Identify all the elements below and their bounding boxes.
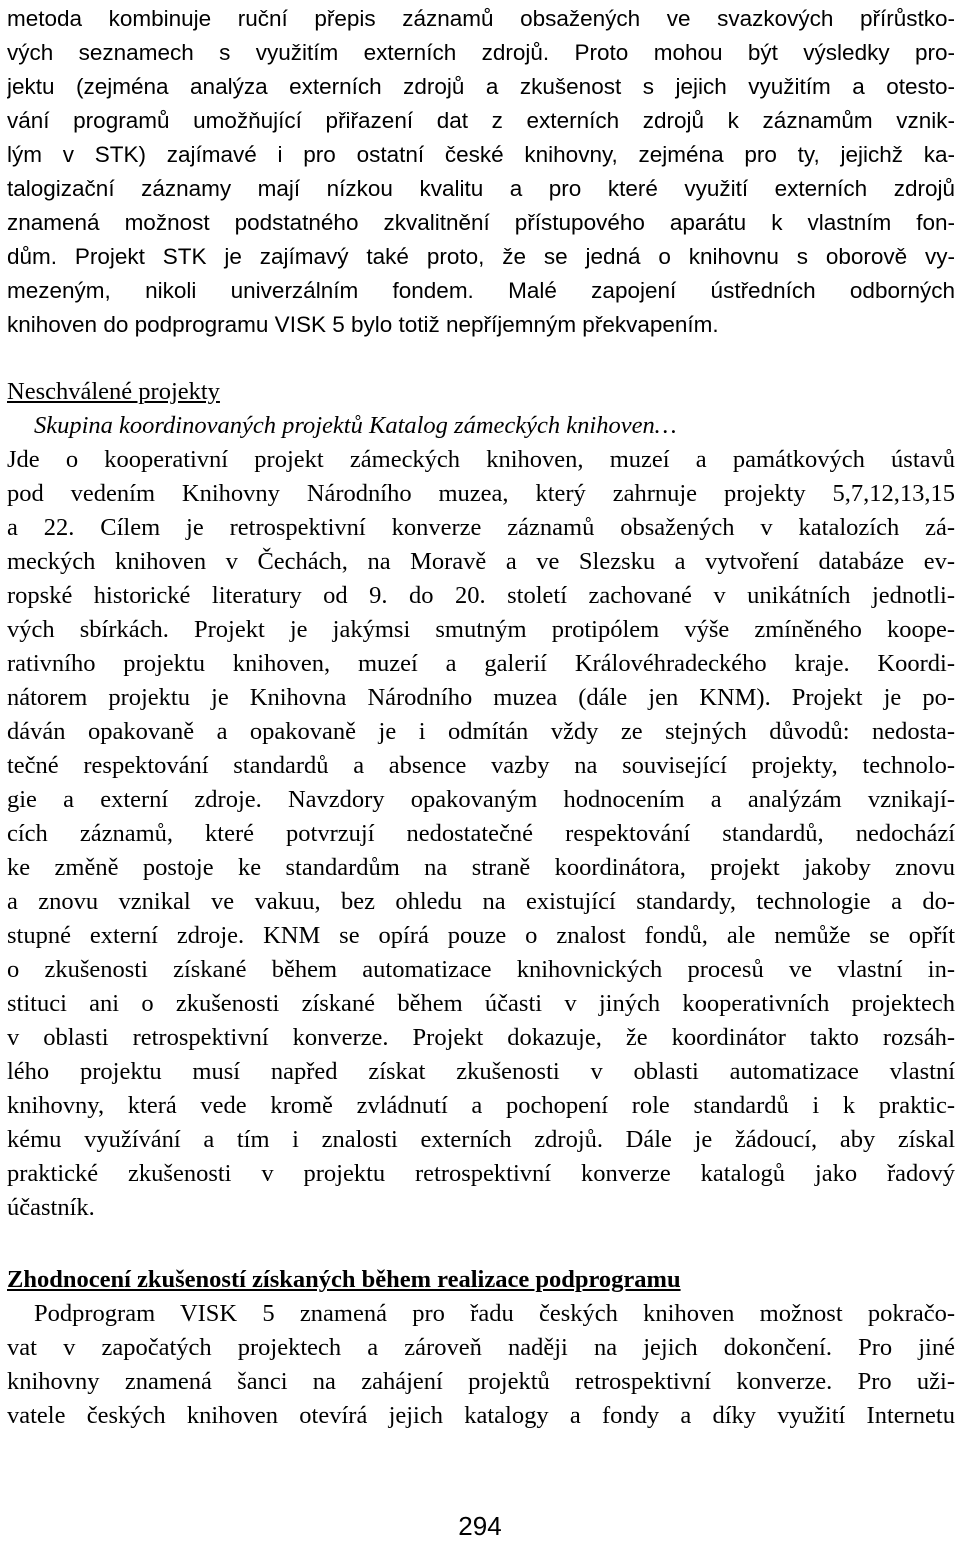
rejected-projects-paragraph bbox=[7, 443, 955, 1225]
paragraph-line: vatele českých knihoven otevírá jejich katalogy a fondy a díky využití Internetu bbox=[7, 1402, 955, 1429]
paragraph-line: účastník. bbox=[7, 1194, 95, 1221]
paragraph-line: knihoven do podprogramu VISK 5 bylo totiž nepříjemným překvapením. bbox=[7, 312, 719, 337]
paragraph-line: dům. Projekt STK je zajímavý také proto, že se jedná o knihovnu s oborově vy- bbox=[7, 244, 955, 269]
paragraph-line: stupné externí zdroje. KNM se opírá pouze o znalost fondů, ale nemůže se opřít bbox=[7, 922, 955, 949]
paragraph-line: jektu (zejména analýza externích zdrojů a zkušenost s jejich využitím a otesto- bbox=[7, 74, 955, 99]
paragraph-line: Jde o kooperativní projekt zámeckých knihoven, muzeí a památkových ústavů bbox=[7, 446, 955, 473]
paragraph-line: a znovu vznikal ve vakuu, bez ohledu na existující standardy, technologie a do- bbox=[7, 888, 955, 915]
paragraph-line: o zkušenosti získané během automatizace knihovnických procesů ve vlastní in- bbox=[7, 956, 955, 983]
paragraph-line: v oblasti retrospektivní konverze. Projekt dokazuje, že koordinátor takto rozsáh- bbox=[7, 1024, 955, 1051]
document-page bbox=[7, 0, 955, 1433]
paragraph-line: talogizační záznamy mají nízkou kvalitu a pro které využití externích zdrojů bbox=[7, 176, 955, 201]
paragraph-line: cích záznamů, které potvrzují nedostatečné respektování standardů, nedochází bbox=[7, 820, 955, 847]
paragraph-line: tečné respektování standardů a absence vazby na související projekty, technolo- bbox=[7, 752, 955, 779]
paragraph-line: lým v STK) zajímavé i pro ostatní české knihovny, zejména pro ty, jejichž ka- bbox=[7, 142, 955, 167]
paragraph-line: knihovny znamená šanci na zahájení projektů retrospektivní konverze. Pro uži- bbox=[7, 1368, 955, 1395]
section-heading-rejected: Neschválené projekty bbox=[7, 378, 220, 405]
intro-paragraph bbox=[7, 0, 955, 342]
paragraph-line: meckých knihoven v Čechách, na Moravě a ve Slezsku a vytvoření databáze ev- bbox=[7, 548, 955, 575]
paragraph-line: lého projektu musí napřed získat zkušenosti v oblasti automatizace vlastní bbox=[7, 1058, 955, 1085]
paragraph-line: a 22. Cílem je retrospektivní konverze záznamů obsažených v katalozích zá- bbox=[7, 514, 955, 541]
page-number: 294 bbox=[458, 1511, 502, 1541]
paragraph-line: vých seznamech s využitím externích zdrojů. Proto mohou být výsledky pro- bbox=[7, 40, 955, 65]
paragraph-line: kému využívání a tím i znalosti externích zdrojů. Dále je žádoucí, aby získal bbox=[7, 1126, 955, 1153]
paragraph-line: knihovny, která vede kromě zvládnutí a pochopení role standardů i k praktic- bbox=[7, 1092, 955, 1119]
section-heading-evaluation: Zhodnocení zkušeností získaných během realizace podprogramu bbox=[7, 1266, 681, 1293]
paragraph-line: stituci ani o zkušenosti získané během účasti v jiných kooperativních projektech bbox=[7, 990, 955, 1017]
paragraph-line: znamená možnost podstatného zkvalitnění přístupového aparátu k vlastním fon- bbox=[7, 210, 955, 235]
section-subheading: Skupina koordinovaných projektů Katalog zámeckých knihoven… bbox=[34, 412, 677, 439]
paragraph-line: rativního projektu knihoven, muzeí a galerií Královéhradeckého kraje. Koordi- bbox=[7, 650, 955, 677]
paragraph-line: dáván opakovaně a opakovaně je i odmítán vždy ze stejných důvodů: nedosta- bbox=[7, 718, 955, 745]
paragraph-line: mezeným, nikoli univerzálním fondem. Malé zapojení ústředních odborných bbox=[7, 278, 955, 303]
paragraph-line: gie a externí zdroje. Navzdory opakovaným hodnocením a analýzám vznikají- bbox=[7, 786, 955, 813]
paragraph-line: vání programů umožňující přiřazení dat z externích zdrojů k záznamům vznik- bbox=[7, 108, 955, 133]
evaluation-paragraph bbox=[7, 1297, 955, 1433]
paragraph-line: praktické zkušenosti v projektu retrospektivní konverze katalogů jako řadový bbox=[7, 1160, 955, 1187]
paragraph-line: nátorem projektu je Knihovna Národního muzea (dále jen KNM). Projekt je po- bbox=[7, 684, 955, 711]
paragraph-line: ropské historické literatury od 9. do 20. století zachované v unikátních jednotli- bbox=[7, 582, 955, 609]
paragraph-line: vat v započatých projektech a zároveň naději na jejich dokončení. Pro jiné bbox=[7, 1334, 955, 1361]
paragraph-line: metoda kombinuje ruční přepis záznamů obsažených ve svazkových přírůstko- bbox=[7, 6, 955, 31]
paragraph-line: ke změně postoje ke standardům na straně koordinátora, projekt jakoby znovu bbox=[7, 854, 955, 881]
paragraph-line: pod vedením Knihovny Národního muzea, který zahrnuje projekty 5,7,12,13,15 bbox=[7, 480, 955, 507]
paragraph-line: vých sbírkách. Projekt je jakýmsi smutným protipólem výše zmíněného koope- bbox=[7, 616, 955, 643]
paragraph-line: Podprogram VISK 5 znamená pro řadu českých knihoven možnost pokračo- bbox=[34, 1300, 955, 1327]
